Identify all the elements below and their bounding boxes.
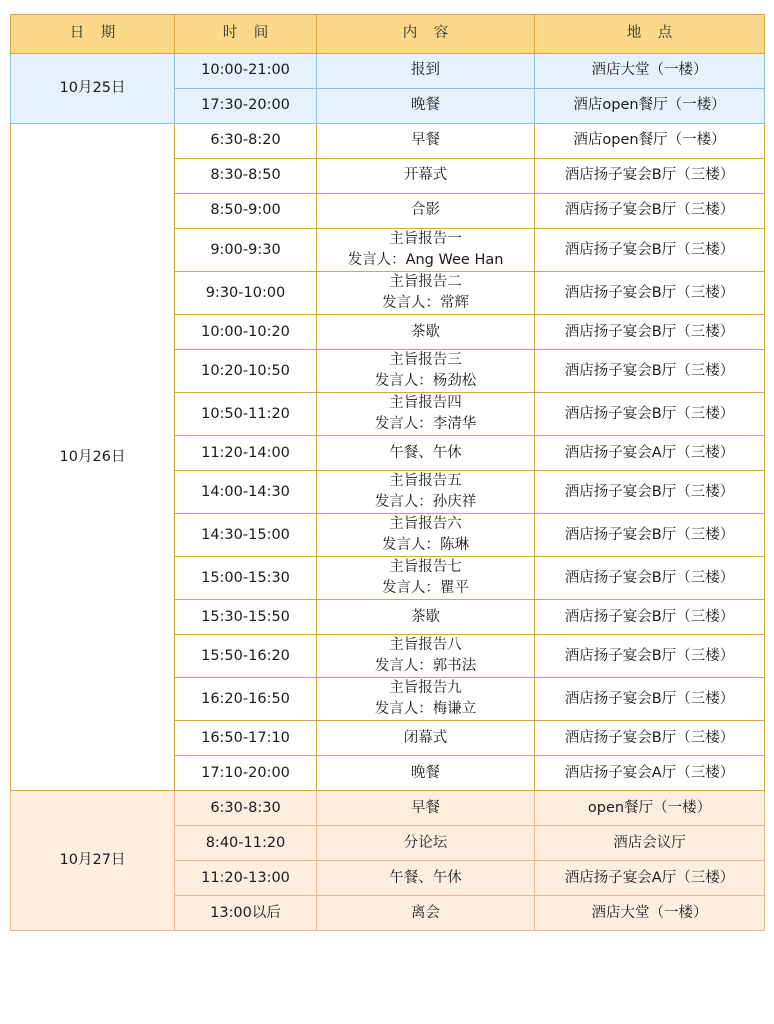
content-title: 主旨报告九: [389, 680, 462, 697]
place-cell: 酒店扬子宴会B厅（三楼）: [535, 721, 765, 756]
table-body: [11, 54, 765, 931]
time-cell: 10:00-10:20: [175, 315, 317, 350]
time-cell: 14:30-15:00: [175, 514, 317, 557]
time-cell: 14:00-14:30: [175, 471, 317, 514]
place-cell: 酒店扬子宴会B厅（三楼）: [535, 514, 765, 557]
date-cell: 10月25日: [11, 54, 175, 124]
content-speaker: 发言人：孙庆祥: [374, 494, 477, 511]
place-cell: 酒店扬子宴会B厅（三楼）: [535, 600, 765, 635]
column-header-content: 内 容: [317, 15, 535, 54]
time-cell: 6:30-8:30: [175, 791, 317, 826]
place-cell: 酒店扬子宴会B厅（三楼）: [535, 393, 765, 436]
place-cell: 酒店扬子宴会B厅（三楼）: [535, 194, 765, 229]
table-header: [11, 15, 765, 54]
time-cell: 10:00-21:00: [175, 54, 317, 89]
content-cell: [317, 635, 535, 678]
place-cell: open餐厅（一楼）: [535, 791, 765, 826]
content-speaker: 发言人：Ang Wee Han: [347, 252, 504, 269]
content-cell: [317, 557, 535, 600]
table-row: [11, 791, 765, 826]
content-title: 主旨报告四: [389, 395, 462, 412]
content-cell: [317, 350, 535, 393]
place-cell: 酒店open餐厅（一楼）: [535, 89, 765, 124]
time-cell: 10:20-10:50: [175, 350, 317, 393]
content-speaker: 发言人：梅谦立: [374, 701, 477, 718]
content-title: 主旨报告五: [389, 473, 462, 490]
content-title: 主旨报告三: [389, 352, 462, 369]
place-cell: 酒店会议厅: [535, 826, 765, 861]
place-cell: 酒店大堂（一楼）: [535, 896, 765, 931]
content-cell: [317, 678, 535, 721]
place-cell: 酒店扬子宴会B厅（三楼）: [535, 350, 765, 393]
content-speaker: 发言人：杨劲松: [374, 373, 477, 390]
content-cell: 闭幕式: [317, 721, 535, 756]
place-cell: 酒店扬子宴会A厅（三楼）: [535, 436, 765, 471]
table-row: [11, 54, 765, 89]
time-cell: 16:50-17:10: [175, 721, 317, 756]
time-cell: 11:20-14:00: [175, 436, 317, 471]
content-title: 主旨报告六: [389, 516, 462, 533]
place-cell: 酒店大堂（一楼）: [535, 54, 765, 89]
content-speaker: 发言人：常辉: [382, 295, 469, 312]
time-cell: 10:50-11:20: [175, 393, 317, 436]
content-cell: 分论坛: [317, 826, 535, 861]
column-header-place: 地 点: [535, 15, 765, 54]
content-speaker: 发言人：李清华: [374, 416, 477, 433]
place-cell: 酒店扬子宴会B厅（三楼）: [535, 272, 765, 315]
content-title: 主旨报告二: [389, 274, 462, 291]
content-cell: 茶歇: [317, 315, 535, 350]
place-cell: 酒店扬子宴会B厅（三楼）: [535, 471, 765, 514]
time-cell: 16:20-16:50: [175, 678, 317, 721]
time-cell: 8:30-8:50: [175, 159, 317, 194]
content-speaker: 发言人：瞿平: [382, 580, 469, 597]
time-cell: 15:50-16:20: [175, 635, 317, 678]
content-cell: [317, 393, 535, 436]
header-row: [11, 15, 765, 54]
place-cell: 酒店扬子宴会A厅（三楼）: [535, 861, 765, 896]
content-cell: 晚餐: [317, 756, 535, 791]
time-cell: 15:30-15:50: [175, 600, 317, 635]
content-cell: [317, 229, 535, 272]
content-title: 主旨报告八: [389, 637, 462, 654]
content-cell: 开幕式: [317, 159, 535, 194]
content-cell: 茶歇: [317, 600, 535, 635]
content-cell: 合影: [317, 194, 535, 229]
content-cell: [317, 272, 535, 315]
content-title: 主旨报告七: [389, 559, 462, 576]
time-cell: 13:00以后: [175, 896, 317, 931]
place-cell: 酒店扬子宴会B厅（三楼）: [535, 229, 765, 272]
content-cell: 报到: [317, 54, 535, 89]
time-cell: 11:20-13:00: [175, 861, 317, 896]
content-speaker: 发言人：郭书法: [374, 658, 477, 675]
conference-schedule-table: [10, 14, 765, 931]
table-row: [11, 124, 765, 159]
content-cell: 晚餐: [317, 89, 535, 124]
place-cell: 酒店扬子宴会B厅（三楼）: [535, 557, 765, 600]
time-cell: 9:30-10:00: [175, 272, 317, 315]
time-cell: 15:00-15:30: [175, 557, 317, 600]
place-cell: 酒店扬子宴会B厅（三楼）: [535, 315, 765, 350]
date-cell: 10月27日: [11, 791, 175, 931]
date-cell: 10月26日: [11, 124, 175, 791]
time-cell: 6:30-8:20: [175, 124, 317, 159]
time-cell: 9:00-9:30: [175, 229, 317, 272]
content-cell: 早餐: [317, 124, 535, 159]
place-cell: 酒店扬子宴会B厅（三楼）: [535, 678, 765, 721]
place-cell: 酒店扬子宴会A厅（三楼）: [535, 756, 765, 791]
time-cell: 8:50-9:00: [175, 194, 317, 229]
time-cell: 8:40-11:20: [175, 826, 317, 861]
place-cell: 酒店扬子宴会B厅（三楼）: [535, 635, 765, 678]
content-cell: [317, 514, 535, 557]
content-speaker: 发言人：陈琳: [382, 537, 469, 554]
column-header-date: 日 期: [11, 15, 175, 54]
content-cell: 午餐、午休: [317, 861, 535, 896]
content-cell: 午餐、午休: [317, 436, 535, 471]
place-cell: 酒店open餐厅（一楼）: [535, 124, 765, 159]
time-cell: 17:10-20:00: [175, 756, 317, 791]
content-title: 主旨报告一: [389, 231, 462, 247]
content-cell: [317, 471, 535, 514]
content-cell: 离会: [317, 896, 535, 931]
content-cell: 早餐: [317, 791, 535, 826]
column-header-time: 时 间: [175, 15, 317, 54]
place-cell: 酒店扬子宴会B厅（三楼）: [535, 159, 765, 194]
time-cell: 17:30-20:00: [175, 89, 317, 124]
